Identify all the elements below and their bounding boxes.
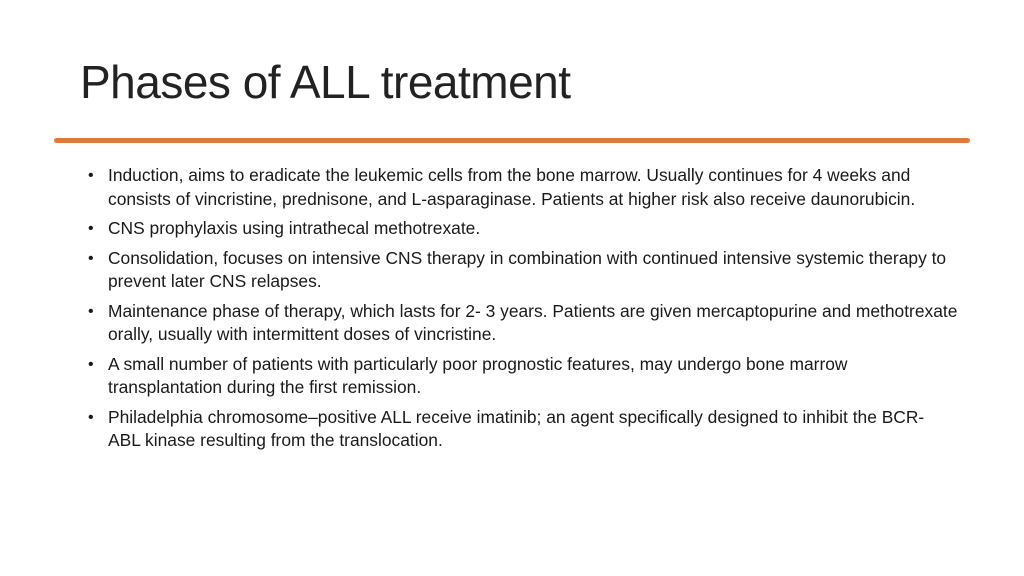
bullet-text: A small number of patients with particularly poor prognostic features, may undergo bone marrow transplantation during the first remission.	[108, 353, 848, 397]
bullet-text: Induction, aims to eradicate the leukemic cells from the bone marrow. Usually continues for 4 weeks and consists of vincristine, prednisone, and L-asparaginase. Patients at higher risk also receive daunorubicin.	[108, 165, 916, 209]
bullet-text: Maintenance phase of therapy, which lasts for 2- 3 years. Patients are given mercaptopurine and methotrexate orally, usually with intermittent doses of vincristine.	[108, 300, 958, 344]
bullet-icon: •	[88, 220, 94, 237]
bullet-text: CNS prophylaxis using intrathecal methotrexate.	[108, 218, 481, 238]
bullet-icon: •	[88, 249, 94, 267]
bullet-icon: •	[88, 302, 94, 320]
bullet-list	[88, 164, 958, 459]
bullet-item-maintenance	[88, 300, 958, 347]
bullet-item-philadelphia	[88, 406, 958, 453]
bullet-item-cns-prophylaxis	[88, 217, 958, 241]
slide-title: Phases of ALL treatment	[80, 56, 571, 108]
title-underline	[54, 138, 970, 143]
bullet-icon: •	[88, 355, 94, 373]
bullet-item-transplantation	[88, 353, 958, 400]
bullet-item-induction	[88, 164, 958, 211]
bullet-text: Consolidation, focuses on intensive CNS therapy in combination with continued intensive systemic therapy to prevent later CNS relapses.	[108, 247, 947, 291]
bullet-icon: •	[88, 167, 94, 184]
bullet-item-consolidation	[88, 247, 958, 294]
bullet-icon: •	[88, 408, 94, 426]
bullet-text: Philadelphia chromosome–positive ALL receive imatinib; an agent specifically designed to inhibit the BCR- ABL kinase resulting from the translocation.	[108, 406, 925, 450]
